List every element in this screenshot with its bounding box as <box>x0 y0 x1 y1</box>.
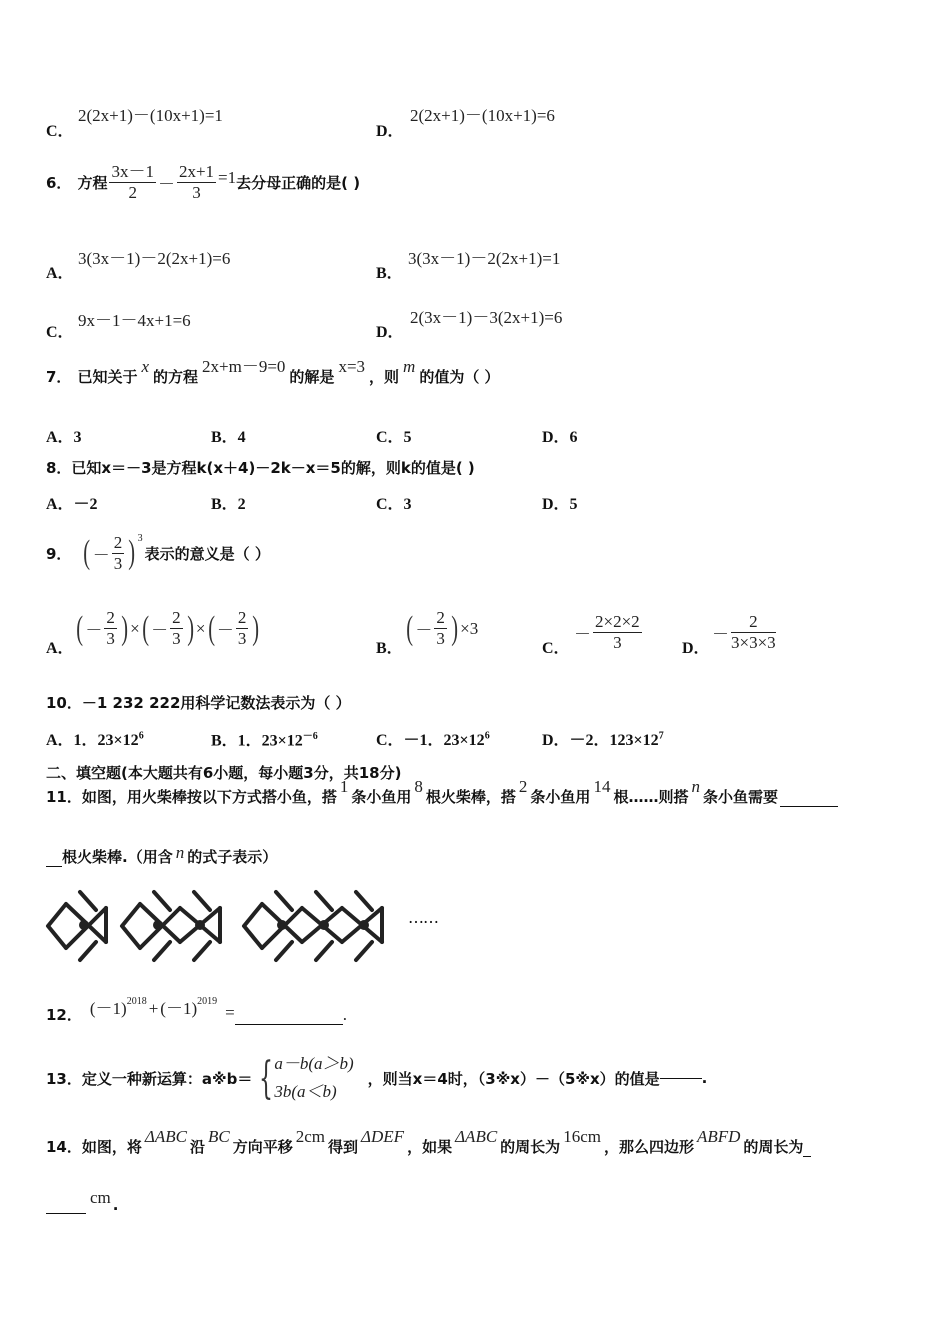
fraction: $\frac{2x+1}{3}$ <box>178 162 215 202</box>
answer-blank[interactable] <box>780 806 838 807</box>
fish-2 <box>122 892 220 960</box>
option-label: C． <box>46 123 74 140</box>
option-expression: 2(2x+1)－(10x+1)=1 <box>78 106 223 125</box>
piecewise-definition: a－b(a＞b) 3b(a＜b) <box>274 1054 354 1101</box>
section-heading: 二、填空题(本大题共有6小题，每小题3分，共18分) <box>46 764 402 782</box>
option-label: A． <box>46 640 74 657</box>
option-label: B． <box>376 640 403 657</box>
option: C．3 <box>376 496 412 513</box>
ellipsis: …… <box>408 908 438 927</box>
option: D．6 <box>542 429 578 446</box>
option: D．5 <box>542 496 578 513</box>
question-9-stem: 9． ( － $\frac{2}{3}$ ) $^3$ 表示的意义是（ ） <box>46 532 270 573</box>
option-expression: － $\frac{2}{3\times 3\times 3}$ <box>712 612 776 652</box>
option-label: D． <box>682 640 710 657</box>
question-11-line2: 根火柴棒.（用含 n 的式子表示） <box>46 846 277 867</box>
matchstick-fish-figure <box>44 888 464 964</box>
option-expression: 9x－1－4x+1=6 <box>78 311 191 330</box>
answer-blank[interactable] <box>46 866 62 867</box>
fraction: $\frac{3x-1}{2}$ <box>111 162 154 202</box>
answer-blank[interactable] <box>46 1213 86 1214</box>
option-label: D． <box>376 324 404 341</box>
option: A．－2 <box>46 496 98 513</box>
power-expression: ( － $\frac{2}{3}$ ) $^3$ <box>83 532 143 573</box>
answer-blank[interactable] <box>235 1024 343 1025</box>
question-6-stem: 6． 方程 $\frac{3x-1}{2}$ － $\frac{2x+1}{3}$ =1 去分母正确的是( ) <box>46 162 361 202</box>
answer-blank[interactable] <box>803 1156 811 1157</box>
fish-1 <box>48 892 106 960</box>
option: B．2 <box>211 496 246 513</box>
question-12-stem: 12． (－1) $^{2018}$ + (－1) $^{2019}$ = . <box>46 996 347 1024</box>
question-10-stem: 10．－1 232 222用科学记数法表示为（ ） <box>46 694 351 712</box>
option-label: C． <box>542 640 570 657</box>
answer-blank[interactable] <box>660 1078 702 1079</box>
option-expression: － $\frac{2\times 2\times 2}{3}$ <box>574 612 640 652</box>
option-label: C． <box>46 324 74 341</box>
option-expression: 3(3x－1)－2(2x+1)=1 <box>408 249 561 268</box>
question-7-stem: 7． 已知关于 x 的方程 2x+m－9=0 的解是 x=3 ，则 m 的值为（ ） <box>46 357 500 386</box>
question-13-stem: 13．定义一种新运算：a※b＝ { a－b(a＞b) 3b(a＜b) ，则当x＝4时，（3※x）－（5※x）的值是 . <box>46 1050 707 1106</box>
option: A．1．$23\times 12^6$ <box>46 730 144 749</box>
option-expression: 2(2x+1)－(10x+1)=6 <box>410 106 555 125</box>
option-expression: ( － $\frac{2}{3}$ ) ×3 <box>406 608 479 648</box>
option-expression: 2(3x－1)－3(2x+1)=6 <box>410 308 563 327</box>
question-11-stem: 11．如图，用火柴棒按以下方式搭小鱼，搭 1 条小鱼用 8 根火柴棒，搭 2 条小鱼用 14 根……则搭 n 条小鱼需要 <box>46 786 838 807</box>
option-label: B． <box>376 265 403 282</box>
question-14-line2: cm . <box>46 1194 118 1214</box>
option: B．1．$23\times 12^{-6}$ <box>211 731 318 750</box>
option: B．4 <box>211 429 246 446</box>
option: C．－1．$23\times 12^6$ <box>376 730 490 749</box>
question-8-stem: 8．已知x＝－3是方程k(x＋4)－2k－x＝5的解，则k的值是( ) <box>46 459 475 477</box>
option-expression: 3(3x－1)－2(2x+1)=6 <box>78 249 231 268</box>
option-expression: ( － $\frac{2}{3}$ ) × ( － $\frac{2}{3}$ ) × ( － $\frac{2}{3}$ ) <box>76 608 260 648</box>
option-label: A． <box>46 265 74 282</box>
option-label: D． <box>376 123 404 140</box>
option: C．5 <box>376 429 412 446</box>
question-14-stem: 14．如图，将 ΔABC 沿 BC 方向平移 2cm 得到 ΔDEF ，如果 ΔABC 的周长为 16cm ，那么四边形 ABFD 的周长为 <box>46 1136 811 1157</box>
option: A．3 <box>46 429 82 446</box>
option: D．－2．$123\times 12^7$ <box>542 730 664 749</box>
